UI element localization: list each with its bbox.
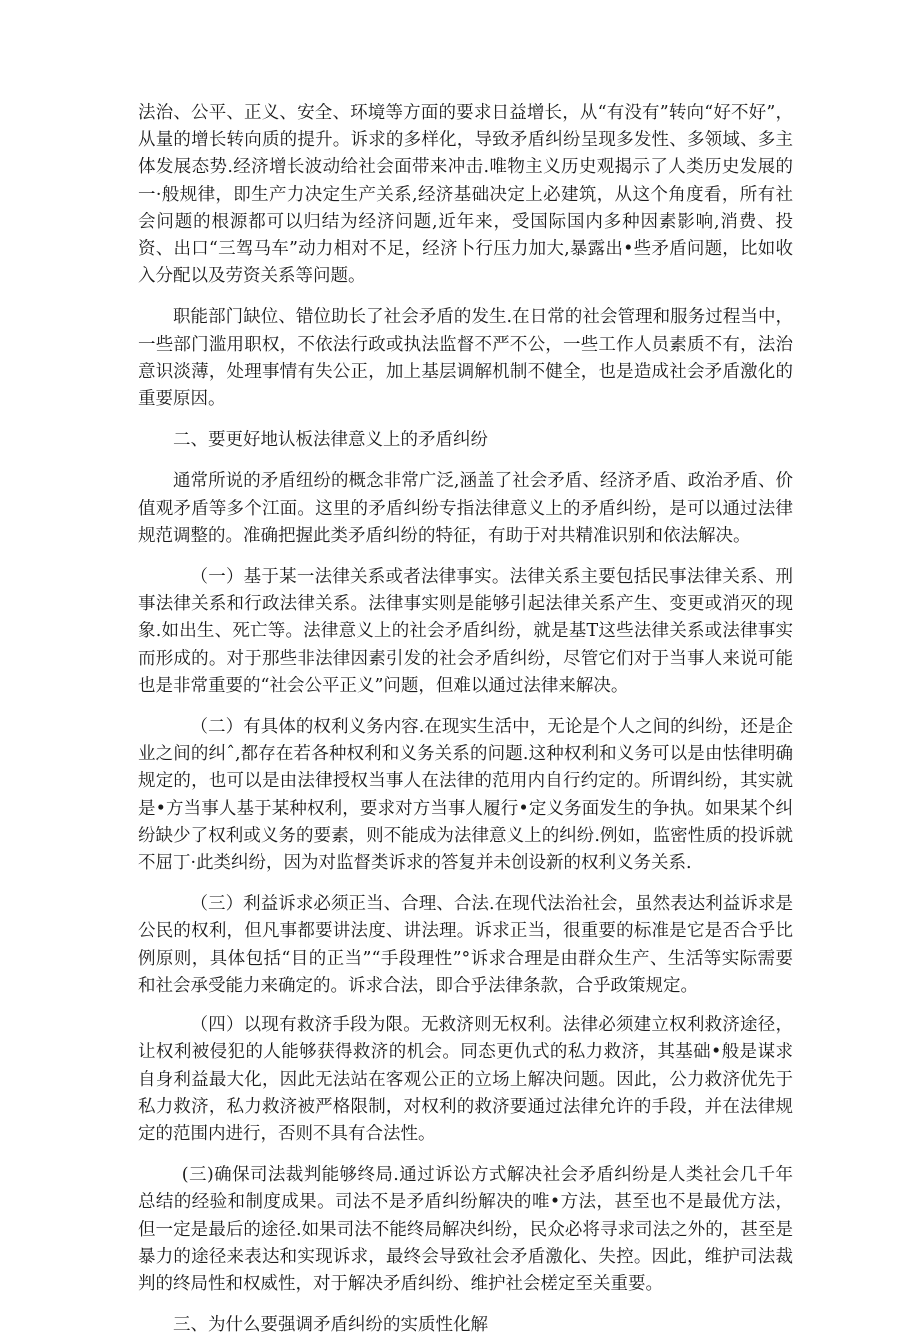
- paragraph-economy: 法治、公平、正义、安全、环境等方面的要求日益增长，从“有没有”转向“好不好”，从量的增长转向质的提升。诉求的多样化，导致矛盾纠纷呈现多发性、多领域、多主体发展态势.经济增长波动给社会面带来冲击.唯物主义历史观揭示了人类历史发展的一·般规律，即生产力决定生产关系,经济基础决定上必建筑，从这个角度看，所有社会问题的根源都可以归结为经济问题,近年来，受国际国内多种因素影响,消费、投资、出口“三驾马车”动力相对不足，经济卜行压力加大,暴露出•些矛盾问题，比如收入分配以及劳资关系等问题。: [138, 103, 793, 287]
- paragraph-judicial: (三)确保司法裁判能够终局.通过诉讼方式解决社会矛盾纠纷是人类社会几千年总结的经验和制度成果。司法不是矛盾纠纷解决的唯•方法，甚至也不是最优方法，但一定是最后的途径.如果司法不能终局解决纠纷，民众必将寻求司法之外的，甚至是暴力的途径来表达和实现诉求，最终会导致社会矛盾激化、失控。因此，维护司法裁判的终局性和权威性，对于解决矛盾纠纷、维护社会槎定至关重要。: [138, 1165, 793, 1294]
- paragraph-item-2: （二）有具体的权利义务内容.在现实生活中，无论是个人之间的纠纷，还是企业之间的纠ˆ,都存在若各种权利和义务关系的问题.这种权利和义务可以是由怯律明确规定的，也可以是由法律授权当事人在法律的范用内自行约定的。所谓纠纷，其实就是•方当事人基于某种权利，要求对方当事人履行•定义务面发生的争执。如果某个纠纷缺少了权利或义务的要素，则不能成为法律意义上的纠纷.例如，监密性质的投诉就不屈丁·此类纠纷，因为对监督类诉求的答复并未创设新的权利义务关系.: [138, 717, 793, 874]
- paragraph-definition: 通常所说的矛盾纽纷的概念非常广泛,涵盖了社会矛盾、经济矛盾、政治矛盾、价值观矛盾等多个江面。这里的矛盾纠纷专指法律意义上的矛盾纠纷，是可以通过法律规范调整的。准确把握此类矛盾纠纷的特征，有助于对共精准识别和依法解决。: [138, 471, 793, 546]
- section-heading-3: 三、为什么要强调矛盾纠纷的实质性化解: [173, 1315, 488, 1336]
- paragraph-item-4: （四）以现有救济手段为限。无救济则无权利。法律必须建立权利救济途径，让权利被侵犯的人能够获得救济的机会。同态更仇式的私力救济，其基础•般是谋求自身利益最大化，因此无法站在客观公正的立场上解决问题。因此，公力救济优先于私力救济，私力救济被严格限制，对权利的救济要通过法律允许的手段，并在法律规定的范围内进行，否则不具有合法性。: [138, 1015, 793, 1144]
- paragraph-item-3: （三）利益诉求必须正当、合理、合法.在现代法治社会，虽然表达利益诉求是公民的权利，但凡事都要讲法度、讲法理。诉求正当，很重要的标准是它是否合乎比例原则，具体包括“目的正当”“手段理性”°诉求合理是由群众生产、生活等实际需要和社会承受能力来确定的。诉求合法，即合乎法律条款，合乎政策规定。: [138, 894, 793, 996]
- paragraph-departments: 职能部门缺位、错位助长了社会矛盾的发生.在日常的社会管理和服务过程当中，一些部门滥用职权，不依法行政或执法监督不严不公，一些工作人员素质不有，法治意识淡薄，处理事情有失公正，加上基层调解机制不健全，也是造成社会矛盾激化的重要原因。: [138, 307, 793, 410]
- document-page: [138, 100, 793, 1339]
- paragraph-item-1: （一）基于某一法律关系或者法律事实。法律关系主要包括民事法律关系、刑事法律关系和行政法律关系。法律事实则是能够引起法律关系产生、变更或消灭的现象.如出生、死亡等。法律意义上的社会矛盾纠纷，就是基T这些法律关系或法律事实而形成的。对于那些非法律因素引发的社会矛盾纠纷，尽管它们对于当事人来说可能也是非常重要的“社会公平正义”问题，但难以通过法律来解决。: [138, 567, 793, 696]
- section-heading-2: 二、要更好地认板法律意义上的矛盾纠纷: [173, 430, 488, 451]
